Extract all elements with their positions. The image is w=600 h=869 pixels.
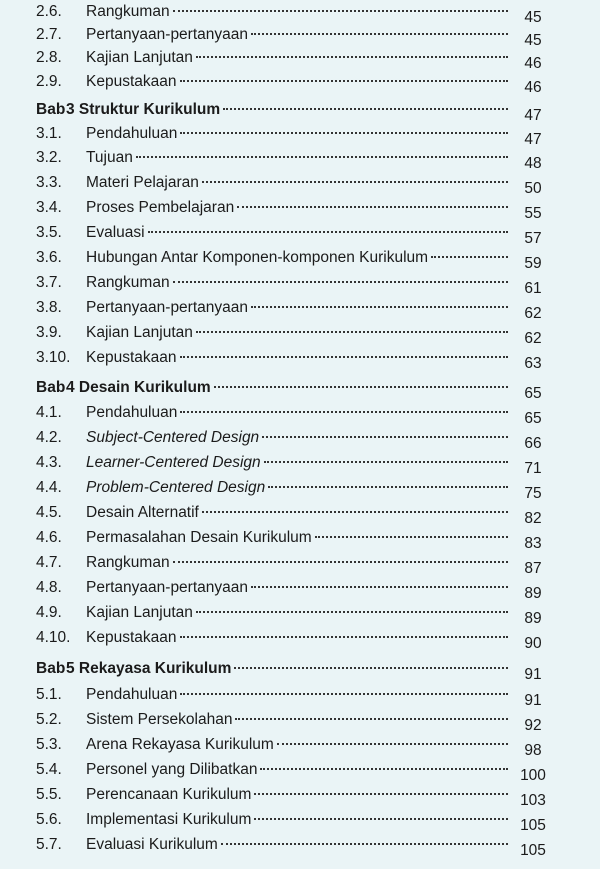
entry-page-number: 63 (524, 355, 542, 372)
entry-page-number: 59 (524, 255, 542, 272)
entry-page-number: 46 (524, 79, 542, 96)
leader-dots (148, 230, 508, 233)
entry-title: Kepustakaan (86, 73, 177, 90)
entry-title: 5 Rekayasa Kurikulum (66, 660, 232, 677)
entry-title: Kepustakaan (86, 629, 177, 646)
entry-page-number: 92 (524, 717, 542, 734)
entry-number: 3.7. (36, 274, 62, 291)
leader-dots (268, 485, 508, 488)
toc-entry-row[interactable] (0, 708, 600, 732)
toc-entry-row[interactable] (0, 146, 600, 170)
entry-title-wrap (66, 376, 508, 400)
entry-page-number: 75 (524, 485, 542, 502)
entry-number: 2.8. (36, 49, 62, 66)
entry-title-wrap (86, 526, 508, 550)
entry-title: Materi Pelajaran (86, 174, 199, 191)
toc-entry-row[interactable] (0, 601, 600, 625)
entry-title: Implementasi Kurikulum (86, 811, 252, 828)
entry-title-wrap (86, 0, 508, 24)
leader-dots (173, 560, 508, 563)
toc-entry-row[interactable] (0, 626, 600, 650)
leader-dots (214, 385, 508, 388)
entry-title-wrap (86, 296, 508, 320)
leader-dots (234, 666, 508, 669)
entry-number: 4.3. (36, 454, 62, 471)
toc-chapter-row[interactable] (0, 657, 600, 681)
entry-number: 5.5. (36, 786, 62, 803)
toc-entry-row[interactable] (0, 526, 600, 550)
toc-entry-row[interactable] (0, 733, 600, 757)
leader-dots (237, 205, 508, 208)
entry-page-number: 105 (520, 842, 546, 859)
entry-title-wrap (86, 476, 508, 500)
leader-dots (221, 842, 508, 845)
leader-dots (180, 692, 508, 695)
entry-title-wrap (86, 451, 508, 475)
entry-page-number: 105 (520, 817, 546, 834)
entry-number: 3.4. (36, 199, 62, 216)
entry-number: 4.2. (36, 429, 62, 446)
entry-title-wrap (86, 783, 508, 807)
entry-title: Kajian Lanjutan (86, 324, 193, 341)
entry-page-number: 61 (524, 280, 542, 297)
toc-entry-row[interactable] (0, 426, 600, 450)
toc-entry-row[interactable] (0, 246, 600, 270)
entry-page-number: 47 (524, 131, 542, 148)
entry-title: Kajian Lanjutan (86, 604, 193, 621)
entry-title-wrap (86, 551, 508, 575)
entry-title-wrap (86, 246, 508, 270)
toc-entry-row[interactable] (0, 0, 600, 24)
entry-title-wrap (86, 426, 508, 450)
entry-title-wrap (86, 683, 508, 707)
entry-page-number: 55 (524, 205, 542, 222)
toc-entry-row[interactable] (0, 501, 600, 525)
entry-number: 4.7. (36, 554, 62, 571)
toc-entry-row[interactable] (0, 346, 600, 370)
leader-dots (315, 535, 508, 538)
entry-number: 3.8. (36, 299, 62, 316)
entry-number: 2.7. (36, 26, 62, 43)
toc-chapter-row[interactable] (0, 98, 600, 122)
leader-dots (251, 32, 508, 35)
entry-title-wrap (86, 122, 508, 146)
entry-title: Tujuan (86, 149, 133, 166)
entry-title-wrap (86, 321, 508, 345)
entry-title-wrap (86, 601, 508, 625)
entry-number: 3.9. (36, 324, 62, 341)
leader-dots (264, 460, 508, 463)
entry-number: Bab (36, 101, 66, 118)
entry-page-number: 89 (524, 610, 542, 627)
toc-entry-row[interactable] (0, 758, 600, 782)
entry-number: 4.6. (36, 529, 62, 546)
entry-title-wrap (86, 758, 508, 782)
entry-title-wrap (86, 221, 508, 245)
entry-title: Arena Rekayasa Kurikulum (86, 736, 274, 753)
entry-title-wrap (86, 708, 508, 732)
leader-dots (202, 510, 508, 513)
toc-entry-row[interactable] (0, 833, 600, 857)
entry-page-number: 45 (524, 32, 542, 49)
toc-entry-row[interactable] (0, 23, 600, 47)
entry-page-number: 65 (524, 410, 542, 427)
entry-title: Kajian Lanjutan (86, 49, 193, 66)
leader-dots (260, 767, 508, 770)
entry-number: 5.7. (36, 836, 62, 853)
leader-dots (173, 9, 508, 12)
toc-entry-row[interactable] (0, 171, 600, 195)
entry-page-number: 82 (524, 510, 542, 527)
entry-number: 3.5. (36, 224, 62, 241)
entry-title: Rangkuman (86, 554, 170, 571)
toc-entry-row[interactable] (0, 122, 600, 146)
toc-entry-row[interactable] (0, 196, 600, 220)
leader-dots (223, 107, 508, 110)
entry-title: Subject-Centered Design (86, 429, 260, 446)
entry-page-number: 98 (524, 742, 542, 759)
entry-number: 4.10. (36, 629, 71, 646)
leader-dots (180, 79, 509, 82)
entry-number: 3.6. (36, 249, 62, 266)
entry-page-number: 62 (524, 330, 542, 347)
entry-page-number: 62 (524, 305, 542, 322)
entry-page-number: 50 (524, 180, 542, 197)
leader-dots (180, 355, 509, 358)
leader-dots (196, 610, 508, 613)
entry-title: Evaluasi Kurikulum (86, 836, 218, 853)
leader-dots (136, 155, 508, 158)
entry-title-wrap (86, 171, 508, 195)
entry-title-wrap (86, 46, 508, 70)
entry-number: Bab (36, 379, 66, 396)
entry-number: 2.9. (36, 73, 62, 90)
toc-entry-row[interactable] (0, 46, 600, 70)
entry-title: Problem-Centered Design (86, 479, 266, 496)
entry-page-number: 57 (524, 230, 542, 247)
entry-page-number: 83 (524, 535, 542, 552)
entry-title-wrap (66, 98, 508, 122)
leader-dots (202, 180, 508, 183)
entry-page-number: 91 (524, 666, 542, 683)
entry-title-wrap (66, 657, 508, 681)
entry-title: Hubungan Antar Komponen-komponen Kurikulum (86, 249, 429, 266)
entry-title: Pendahuluan (86, 404, 178, 421)
leader-dots (180, 635, 509, 638)
toc-entry-row[interactable] (0, 401, 600, 425)
entry-page-number: 71 (524, 460, 542, 477)
entry-title: Perencanaan Kurikulum (86, 786, 252, 803)
entry-title: Sistem Persekolahan (86, 711, 233, 728)
toc-entry-row[interactable] (0, 808, 600, 832)
entry-page-number: 45 (524, 9, 542, 26)
entry-title-wrap (86, 733, 508, 757)
entry-title-wrap (86, 401, 508, 425)
entry-number: 4.5. (36, 504, 62, 521)
entry-title-wrap (86, 70, 508, 94)
leader-dots (180, 131, 508, 134)
entry-title: Desain Alternatif (86, 504, 199, 521)
entry-title: Evaluasi (86, 224, 145, 241)
entry-title: Rangkuman (86, 274, 170, 291)
entry-page-number: 48 (524, 155, 542, 172)
leader-dots (254, 817, 508, 820)
entry-title-wrap (86, 196, 508, 220)
entry-title: 4 Desain Kurikulum (66, 379, 211, 396)
leader-dots (431, 255, 508, 258)
leader-dots (196, 330, 508, 333)
entry-title: Rangkuman (86, 3, 170, 20)
entry-page-number: 47 (524, 107, 542, 124)
leader-dots (180, 410, 508, 413)
entry-title: 3 Struktur Kurikulum (66, 101, 221, 118)
entry-title-wrap (86, 501, 508, 525)
toc-entry-row[interactable] (0, 271, 600, 295)
entry-number: 4.1. (36, 404, 62, 421)
entry-number: Bab (36, 660, 66, 677)
entry-page-number: 100 (520, 767, 546, 784)
entry-title: Kepustakaan (86, 349, 177, 366)
entry-title-wrap (86, 146, 508, 170)
entry-title: Proses Pembelajaran (86, 199, 235, 216)
entry-title: Pertanyaan-pertanyaan (86, 579, 249, 596)
toc-entry-row[interactable] (0, 221, 600, 245)
entry-title: Permasalahan Desain Kurikulum (86, 529, 312, 546)
toc-entry-row[interactable] (0, 321, 600, 345)
entry-number: 5.1. (36, 686, 62, 703)
entry-title: Pertanyaan-pertanyaan (86, 26, 249, 43)
entry-number: 5.2. (36, 711, 62, 728)
leader-dots (277, 742, 508, 745)
toc-entry-row[interactable] (0, 451, 600, 475)
leader-dots (251, 585, 508, 588)
toc-entry-row[interactable] (0, 70, 600, 94)
entry-title-wrap (86, 833, 508, 857)
entry-number: 2.6. (36, 3, 62, 20)
entry-title-wrap (86, 808, 508, 832)
toc-entry-row[interactable] (0, 551, 600, 575)
entry-page-number: 90 (524, 635, 542, 652)
leader-dots (254, 792, 508, 795)
entry-number: 5.3. (36, 736, 62, 753)
entry-title: Pendahuluan (86, 686, 178, 703)
toc-entry-row[interactable] (0, 783, 600, 807)
entry-number: 3.3. (36, 174, 62, 191)
entry-page-number: 66 (524, 435, 542, 452)
toc-chapter-row[interactable] (0, 376, 600, 400)
entry-page-number: 91 (524, 692, 542, 709)
entry-title-wrap (86, 576, 508, 600)
entry-number: 5.6. (36, 811, 62, 828)
entry-page-number: 89 (524, 585, 542, 602)
entry-number: 3.1. (36, 125, 62, 142)
toc-entry-row[interactable] (0, 476, 600, 500)
toc-entry-row[interactable] (0, 296, 600, 320)
entry-title-wrap (86, 271, 508, 295)
entry-title: Personel yang Dilibatkan (86, 761, 258, 778)
entry-page-number: 46 (524, 55, 542, 72)
leader-dots (262, 435, 508, 438)
entry-title: Pendahuluan (86, 125, 178, 142)
toc-entry-row[interactable] (0, 683, 600, 707)
entry-title-wrap (86, 346, 508, 370)
entry-page-number: 65 (524, 385, 542, 402)
entry-number: 4.8. (36, 579, 62, 596)
entry-title-wrap (86, 23, 508, 47)
entry-number: 5.4. (36, 761, 62, 778)
entry-title: Pertanyaan-pertanyaan (86, 299, 249, 316)
entry-number: 4.9. (36, 604, 62, 621)
leader-dots (235, 717, 508, 720)
entry-title: Learner-Centered Design (86, 454, 261, 471)
leader-dots (251, 305, 508, 308)
entry-page-number: 87 (524, 560, 542, 577)
entry-number: 3.10. (36, 349, 71, 366)
entry-page-number: 103 (520, 792, 546, 809)
leader-dots (196, 55, 508, 58)
toc-entry-row[interactable] (0, 576, 600, 600)
entry-number: 3.2. (36, 149, 62, 166)
leader-dots (173, 280, 508, 283)
entry-title-wrap (86, 626, 508, 650)
entry-number: 4.4. (36, 479, 62, 496)
